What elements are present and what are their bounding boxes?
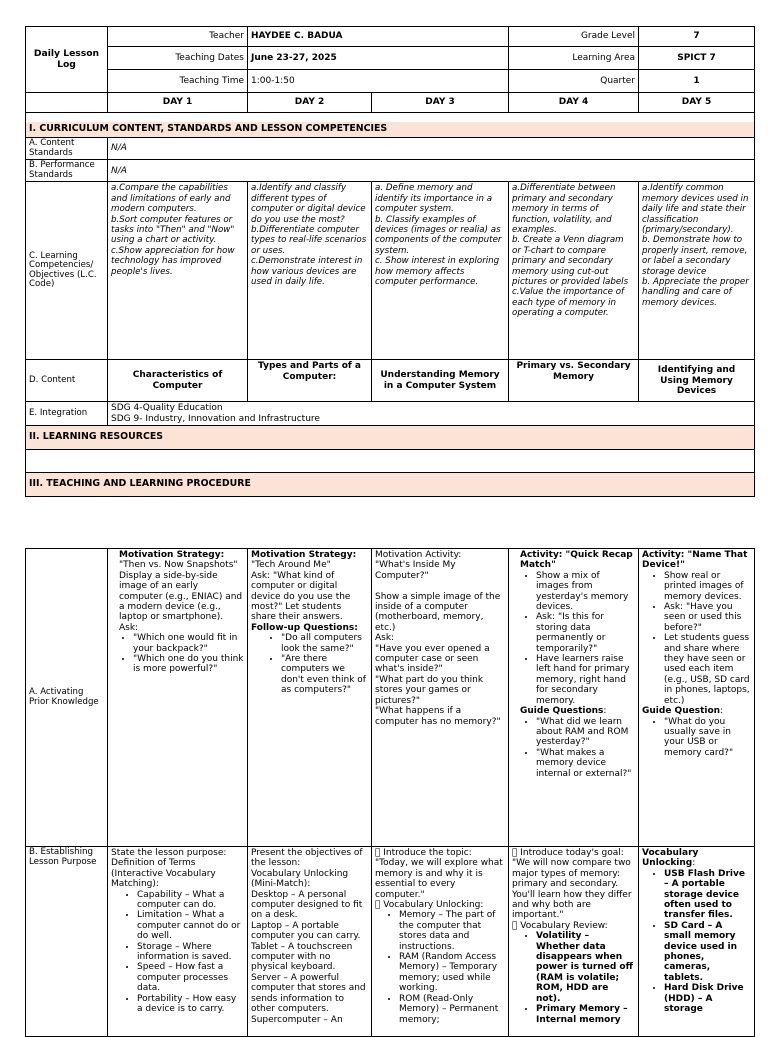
integration-value <box>108 402 755 426</box>
day-header: DAY 4 <box>509 93 639 113</box>
content-standards-value: N/A <box>108 138 755 160</box>
guide-list <box>512 717 635 779</box>
establishing-purpose-label: B. Establishing Lesson Purpose <box>26 847 108 1037</box>
dates-label: Teaching Dates <box>108 47 248 70</box>
grade-level-label: Grade Level <box>509 27 639 47</box>
resources-row <box>26 450 755 473</box>
list-item: • "Which one do you think is more powerful?" <box>133 654 244 675</box>
activity-list <box>642 571 751 706</box>
competency-day4: a.Differentiate between primary and secondary memory in terms of function, volatility, and examples. b. Create a Venn diagram or T-chart to compare primary and secondary memory using cut-out pictures or provided labels c.Value the importance of each type of memory in operating a computer. <box>509 182 639 360</box>
list-item: • Hard Disk Drive (HDD) – A storage <box>664 983 751 1014</box>
list-item: • RAM (Random Access Memory) – Temporary memory; used while working. <box>399 952 505 994</box>
list-item: • Primary Memory – Internal memory <box>536 1004 635 1025</box>
question-list <box>251 633 368 695</box>
content-standards-label: A. Content Standards <box>26 138 108 160</box>
competency-day5: a.Identify common memory devices used in daily life and state their classification (primary/secondary). b. Demonstrate how to properly insert, remove, or label a secondary storage device b. Appreciate the proper handling and care of memory devices. <box>639 182 755 360</box>
spacer <box>26 113 755 122</box>
activity-list <box>512 571 635 706</box>
list-item: • "What do you usually save in your USB or memory card?" <box>664 717 751 759</box>
purpose-intro: Introduce the topic: "Today, we will explore what memory is and why it is essential to every computer." <box>375 848 500 900</box>
purpose-text: State the lesson purpose: Definition of Terms (Interactive Vocabulary Matching): <box>111 848 227 890</box>
content-day1: Characteristics of Computer <box>108 360 248 402</box>
list-item: • Ask: "Have you seen or used this before?" <box>664 602 751 633</box>
list-item: • Limitation – What a computer cannot do or do well. <box>137 910 244 941</box>
day-header: DAY 2 <box>248 93 372 113</box>
dates-value: June 23-27, 2025 <box>248 47 509 70</box>
lesson-purpose-day5 <box>639 847 755 1037</box>
list-item: • Have learners raise left hand for primary memory, right hand for secondary memory. <box>536 654 635 706</box>
competency-day2: a.Identify and classify different types of computer or digital device do you use the most? b.Differentiate computer types to real-life scenarios or uses. c.Demonstrate interest in how various devices are used in daily life. <box>248 182 372 360</box>
list-item: • Show real or printed images of memory devices. <box>664 571 751 602</box>
content-label: D. Content <box>26 360 108 402</box>
prior-knowledge-day1 <box>108 549 248 847</box>
question-list <box>111 633 244 675</box>
prior-knowledge-day5 <box>639 549 755 847</box>
performance-standards-value: N/A <box>108 160 755 182</box>
competency-day3: a. Define memory and identify its importance in a computer system. b. Classify examples of devices (images or realia) as components of the computer system. c. Show interest in exploring how memory affects computer performance. <box>372 182 509 360</box>
list-item: • Ask: "Is this for storing data permanently or temporarily?" <box>536 612 635 654</box>
vocabulary-list <box>512 931 635 1025</box>
section-heading-curriculum: I. CURRICULUM CONTENT, STANDARDS AND LESSON COMPETENCIES <box>26 122 755 138</box>
quarter-label: Quarter <box>509 70 639 93</box>
list-item: • "Which one would fit in your backpack?" <box>133 633 244 654</box>
performance-standards-label: B. Performance Standards <box>26 160 108 182</box>
content-day3: Understanding Memory in a Computer System <box>372 360 509 402</box>
blank-cell <box>26 93 108 113</box>
log-title: Daily Lesson Log <box>26 27 108 93</box>
lesson-purpose-day1 <box>108 847 248 1037</box>
section-heading-procedure: III. TEACHING AND LEARNING PROCEDURE <box>26 473 755 497</box>
procedure-table <box>25 548 754 1037</box>
list-item: • ROM (Read-Only Memory) – Permanent memory; <box>399 994 505 1025</box>
list-item: • "Do all computers look the same?" <box>281 633 368 654</box>
activity-title: Activity: "Name That Device!" <box>642 550 748 571</box>
lesson-purpose-day4 <box>509 847 639 1037</box>
area-value: SPICT 7 <box>639 47 755 70</box>
guide-questions-label: Guide Questions <box>520 706 604 717</box>
list-item: • SD Card – A small memory device used in phones, cameras, tablets. <box>664 921 751 983</box>
lesson-purpose-day3 <box>372 847 509 1037</box>
integration-line: SDG 9- Industry, Innovation and Infrastructure <box>111 413 320 424</box>
content-day5: Identifying and Using Memory Devices <box>639 360 755 402</box>
activity-title: Activity: "Quick Recap Match" <box>520 550 633 571</box>
vocabulary-heading: Vocabulary Unlocking: <box>375 900 476 911</box>
list-item: • Speed – How fast a computer processes data. <box>137 962 244 993</box>
guide-list <box>642 717 751 759</box>
strategy-text: "Tech Around Me" Ask: "What kind of computer or digital device do you use the most?" Let students share their answers. <box>251 560 351 623</box>
list-item: • Volatility – Whether data disappears when power is turned off (RAM is volatile; ROM, HDD are not). <box>536 931 635 1004</box>
list-item: • USB Flash Drive – A portable storage device often used to transfer files. <box>664 869 751 921</box>
strategy-text: "Then vs. Now Snapshots" Display a side-by-side image of an early computer (e.g., ENIAC) and a modern device (e.g., laptop or smartphone). Ask: <box>119 560 243 633</box>
lesson-log-header-table <box>25 26 754 497</box>
time-label: Teaching Time <box>108 70 248 93</box>
learning-competencies-label: C. Learning Competencies/ Objectives (L.C. Code) <box>26 182 108 360</box>
vocabulary-heading: Vocabulary Review: <box>512 920 600 931</box>
purpose-intro: Introduce today's goal: "We will now compare two major types of memory: primary and secondary. You'll learn how they differ and why both are important." <box>512 848 632 921</box>
teacher-label: Teacher <box>108 27 248 47</box>
list-item: • Memory – The part of the computer that stores data and instructions. <box>399 910 505 952</box>
list-item: • Let students guess and share where they have seen or used each item (e.g., USB, SD card in phones, laptops, etc.) <box>664 633 751 706</box>
time-value: 1:00-1:50 <box>248 70 509 93</box>
guide-questions-title: Guide Questions: <box>520 706 607 717</box>
list-item: • Capability – What a computer can do. <box>137 890 244 911</box>
prior-knowledge-day2 <box>248 549 372 847</box>
list-item: • "Are there computers we don't even think of as computers?" <box>281 654 368 696</box>
prior-knowledge-day4 <box>509 549 639 847</box>
list-item: • "What did we learn about RAM and ROM yesterday?" <box>536 717 635 748</box>
content-day4: Primary vs. Secondary Memory <box>509 360 639 402</box>
activating-prior-knowledge-label: A. Activating Prior Knowledge <box>26 549 108 847</box>
followup-title: Follow-up Questions: <box>251 622 358 633</box>
strategy-title: Motivation Strategy: <box>251 550 357 560</box>
strategy-title: Motivation Strategy: <box>119 550 225 560</box>
integration-line: SDG 4-Quality Education <box>111 403 223 414</box>
section-heading-resources: II. LEARNING RESOURCES <box>26 426 755 450</box>
grade-level-value: 7 <box>639 27 755 47</box>
quarter-value: 1 <box>639 70 755 93</box>
list-item: • "What makes a memory device internal or external?" <box>536 748 635 779</box>
vocabulary-title: Vocabulary Unlocking: <box>642 848 699 869</box>
teacher-name: HAYDEE C. BADUA <box>248 27 509 47</box>
list-item: • Portability – How easy a device is to carry. <box>137 994 244 1015</box>
day-header: DAY 1 <box>108 93 248 113</box>
list-item: • Storage – Where information is saved. <box>137 942 244 963</box>
competency-day1: a.Compare the capabilities and limitations of early and modern computers. b.Sort computer features or tasks into "Then" and "Now" using a chart or activity. c.Show appreciation for how technology has improved people's lives. <box>108 182 248 360</box>
lesson-purpose-day2: Present the objectives of the lesson: Vocabulary Unlocking (Mini-Match): Desktop – A personal computer designed to fit on a desk. Laptop – A portable computer you can carry. Tablet – A touchscreen computer with no physical keyboard. Server – A powerful computer that stores and sends information to other computers. Supercomputer – An <box>248 847 372 1037</box>
vocabulary-list <box>375 910 505 1024</box>
day-header: DAY 5 <box>639 93 755 113</box>
guide-question-label: Guide Question <box>642 706 721 717</box>
vocabulary-list <box>111 890 244 1015</box>
vocabulary-label: Vocabulary Unlocking <box>642 848 699 869</box>
content-day2: Types and Parts of a Computer: <box>248 360 372 402</box>
prior-knowledge-day3: Motivation Activity: "What's Inside My Computer?" Show a simple image of the inside of a computer (motherboard, memory, etc.) Ask: "Have you ever opened a computer case or seen what's inside?" "What part do you think stores your games or pictures?" "What happens if a computer has no memory?" <box>372 549 509 847</box>
vocabulary-list <box>642 869 751 1015</box>
guide-question-title: Guide Question: <box>642 706 724 717</box>
area-label: Learning Area <box>509 47 639 70</box>
integration-label: E. Integration <box>26 402 108 426</box>
day-header: DAY 3 <box>372 93 509 113</box>
list-item: • Show a mix of images from yesterday's memory devices. <box>536 571 635 613</box>
